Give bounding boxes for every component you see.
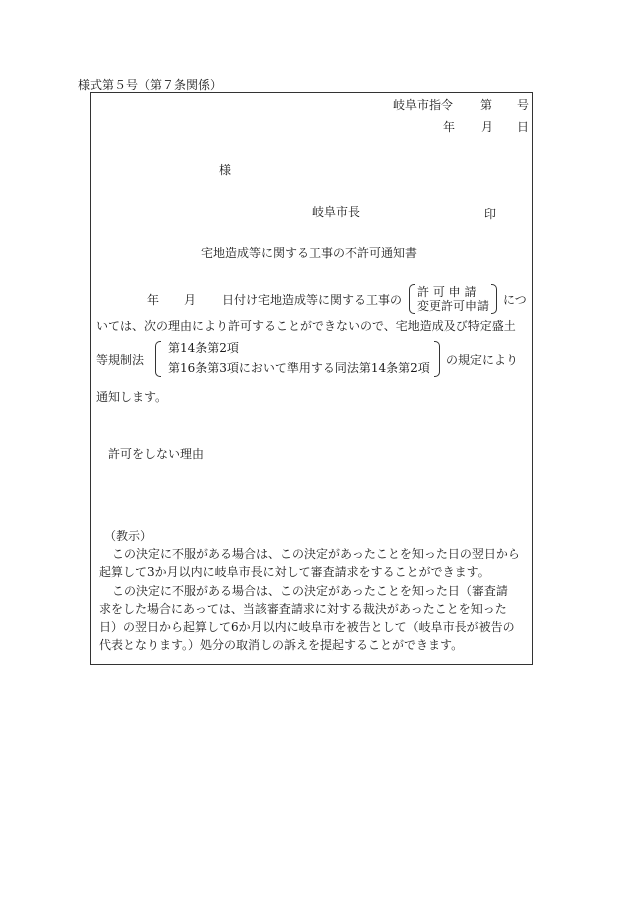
choice2-bracket-left <box>155 341 161 377</box>
seal-mark: 印 <box>484 207 497 221</box>
number-go-label: 号 <box>517 98 530 112</box>
choice2-option-14: 第14条第2項 <box>168 341 239 355</box>
choice1-bracket-right <box>491 284 497 314</box>
body-line1-tail: につ <box>503 293 527 307</box>
body-line1-text: 日付け宅地造成等に関する工事の <box>222 293 403 307</box>
date-day-label: 日 <box>517 120 530 134</box>
choice1-option-permit: 許 可 申 請 <box>417 285 477 299</box>
notice-line: 代表となります。）処分の取消しの訴えを提起することができます。 <box>99 638 464 652</box>
body-year-label: 年 <box>147 293 160 307</box>
issuer-label: 岐阜市指令 <box>393 98 454 112</box>
form-frame <box>90 92 533 665</box>
reason-label: 許可をしない理由 <box>108 447 205 461</box>
notice-heading: （教示） <box>104 529 153 543</box>
choice2-bracket-right <box>434 341 440 377</box>
body-line3-head: 等規制法 <box>96 353 145 367</box>
body-month-label: 月 <box>184 293 197 307</box>
sender-name: 岐阜市長 <box>312 205 361 219</box>
notice-line: この決定に不服がある場合は、この決定があったことを知った日（審査請 <box>112 584 508 598</box>
choice1-option-change: 変更許可申請 <box>417 299 490 313</box>
date-month-label: 月 <box>481 120 494 134</box>
body-line4: 通知します。 <box>96 390 168 404</box>
choice1-bracket-left <box>409 284 415 314</box>
document-title: 宅地造成等に関する工事の不許可通知書 <box>201 246 418 260</box>
notice-line: 日）の翌日から起算して6か月以内に岐阜市を被告として（岐阜市長が被告の <box>99 620 515 634</box>
notice-line: 求をした場合にあっては、当該審査請求に対する裁決があったことを知った <box>99 602 507 616</box>
body-line2: いては、次の理由により許可することができないので、宅地造成及び特定盛土 <box>96 319 516 333</box>
choice2-option-16: 第16条第3項において準用する同法第14条第2項 <box>168 361 430 375</box>
number-dai-label: 第 <box>480 98 493 112</box>
notice-line: 起算して3か月以内に岐阜市長に対して審査請求をすることができます。 <box>99 565 490 579</box>
form-label: 様式第５号（第７条関係） <box>78 78 223 92</box>
recipient-suffix: 様 <box>219 163 232 177</box>
notice-line: この決定に不服がある場合は、この決定があったことを知った日の翌日から <box>112 547 520 561</box>
body-line3-tail: の規定により <box>446 353 519 367</box>
date-year-label: 年 <box>443 120 456 134</box>
